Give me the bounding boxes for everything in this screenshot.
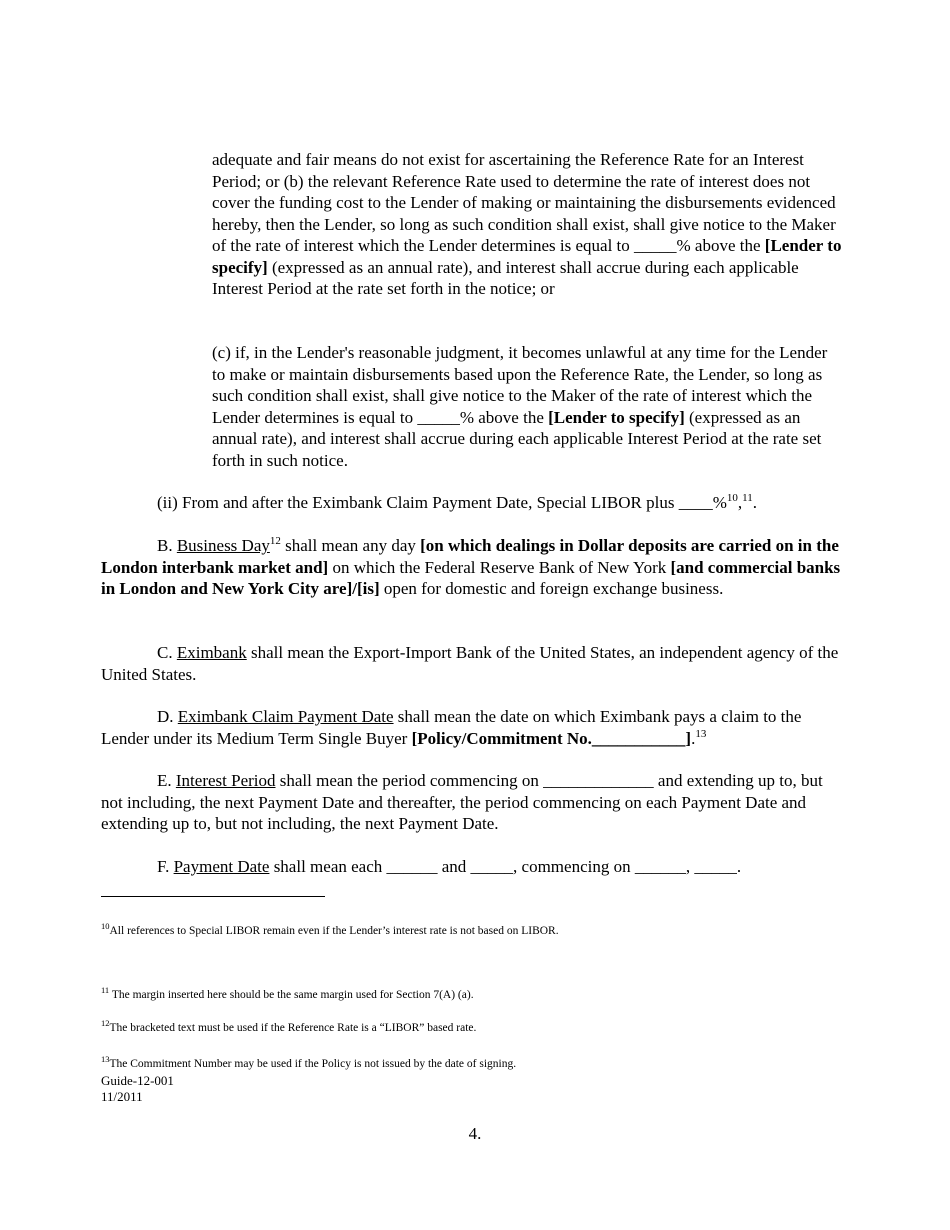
footnote-13 [101,1054,861,1071]
footnote-12 [101,1018,861,1035]
bold-text: [on which dealings in Dollar deposits are carried on in the London interbank market and] [101,536,839,577]
text: shall mean each ______ and _____, commencing on ______, _____. [269,857,742,876]
footnote-text: The Commitment Number may be used if the Policy is not issued by the date of signing. [109,1058,517,1070]
text: , [737,493,743,512]
text: adequate and fair means do not exist for ascertaining the Reference Rate for an Interest Period; or (b) the relevant Reference Rate used to determine the rate of interest does not cover the funding cost to the Lender of making or maintaining the disbursements evidenced hereby, then the Lender, so long as such condition shall exist, shall give notice to the Maker of the rate of interest which the Lender determines is equal to _____% above the [212,150,836,255]
paragraph-a-continuation [212,149,842,300]
text: on which the Federal Reserve Bank of New York [328,557,671,577]
definition-business-day [101,535,846,600]
text: (expressed as an annual rate), and interest shall accrue during each applicable Interest Period at the rate set forth in such notice. [212,407,822,470]
footnote-text: All references to Special LIBOR remain even if the Lender’s interest rate is not based on LIBOR. [109,925,559,937]
footnote-number: 10 [101,921,110,931]
footnote-ref-12[interactable]: 12 [269,535,281,547]
footnote-ref-10[interactable]: 10 [726,492,738,504]
label: B. [157,536,177,555]
guide-date: 11/2011 [101,1089,143,1104]
bold-text: [Policy/Commitment No.___________] [411,728,692,748]
label: E. [157,771,176,790]
paragraph-ii [157,492,857,514]
text: shall mean any day [280,536,421,555]
defined-term: Eximbank [176,643,247,662]
label: F. [157,857,174,876]
definition-interest-period [101,770,846,835]
definition-claim-payment-date [101,706,846,749]
text: shall mean the period commencing on _____________ and extending up to, but not including, the next Payment Date and thereafter, the period commencing on each Payment Date and extending up to, but not including, the next Payment Date. [101,771,823,833]
text: (expressed as an annual rate), and interest shall accrue during each applicable Interest Period at the rate set forth in the notice; or [212,257,799,298]
footnote-separator [101,896,325,897]
defined-term: Eximbank Claim Payment Date [177,707,394,726]
footnote-11 [101,985,861,1002]
bold-text: [and commercial banks in London and New York City are]/[is] [101,557,841,598]
defined-term: Business Day [176,536,270,555]
label: D. [157,707,178,726]
footnote-text: The bracketed text must be used if the Reference Rate is a “LIBOR” based rate. [109,1022,477,1034]
footnote-number: 11 [101,985,110,995]
text: (c) if, in the Lender's reasonable judgment, it becomes unlawful at any time for the Lender to make or maintain disbursements based upon the Reference Rate, the Lender, so long as such condition shall exist, shall give notice to the Maker of the rate of interest which the Lender determines is equal to _____% above the [212,343,828,427]
guide-code: Guide-12-001 [101,1073,174,1088]
defined-term: Interest Period [175,771,276,790]
footnote-number: 13 [101,1054,110,1064]
footnote-ref-13[interactable]: 13 [695,727,707,740]
footnote-10 [101,921,861,938]
text: . [691,728,696,748]
bold-text: [Lender to specify] [548,407,685,427]
text: open for domestic and foreign exchange business. [379,579,724,598]
footnote-number: 12 [101,1018,110,1028]
footnote-ref-11[interactable]: 11 [742,492,753,504]
footnote-text: The margin inserted here should be the same margin used for Section 7(A) (a). [109,989,474,1001]
definition-payment-date [101,856,846,878]
text: . [752,493,757,512]
text: (ii) From and after the Eximbank Claim Payment Date, Special LIBOR plus ____% [157,493,727,512]
text: shall mean the date on which Eximbank pays a claim to the Lender under its Medium Term Single Buyer [101,707,802,748]
defined-term: Payment Date [173,857,270,876]
page-number: 4. [468,1124,482,1143]
paragraph-c [212,342,842,471]
definition-eximbank [101,642,846,685]
text: shall mean the Export-Import Bank of the United States, an independent agency of the United States. [101,643,839,684]
label: C. [157,643,177,662]
bold-text: [Lender to specify] [212,236,842,277]
